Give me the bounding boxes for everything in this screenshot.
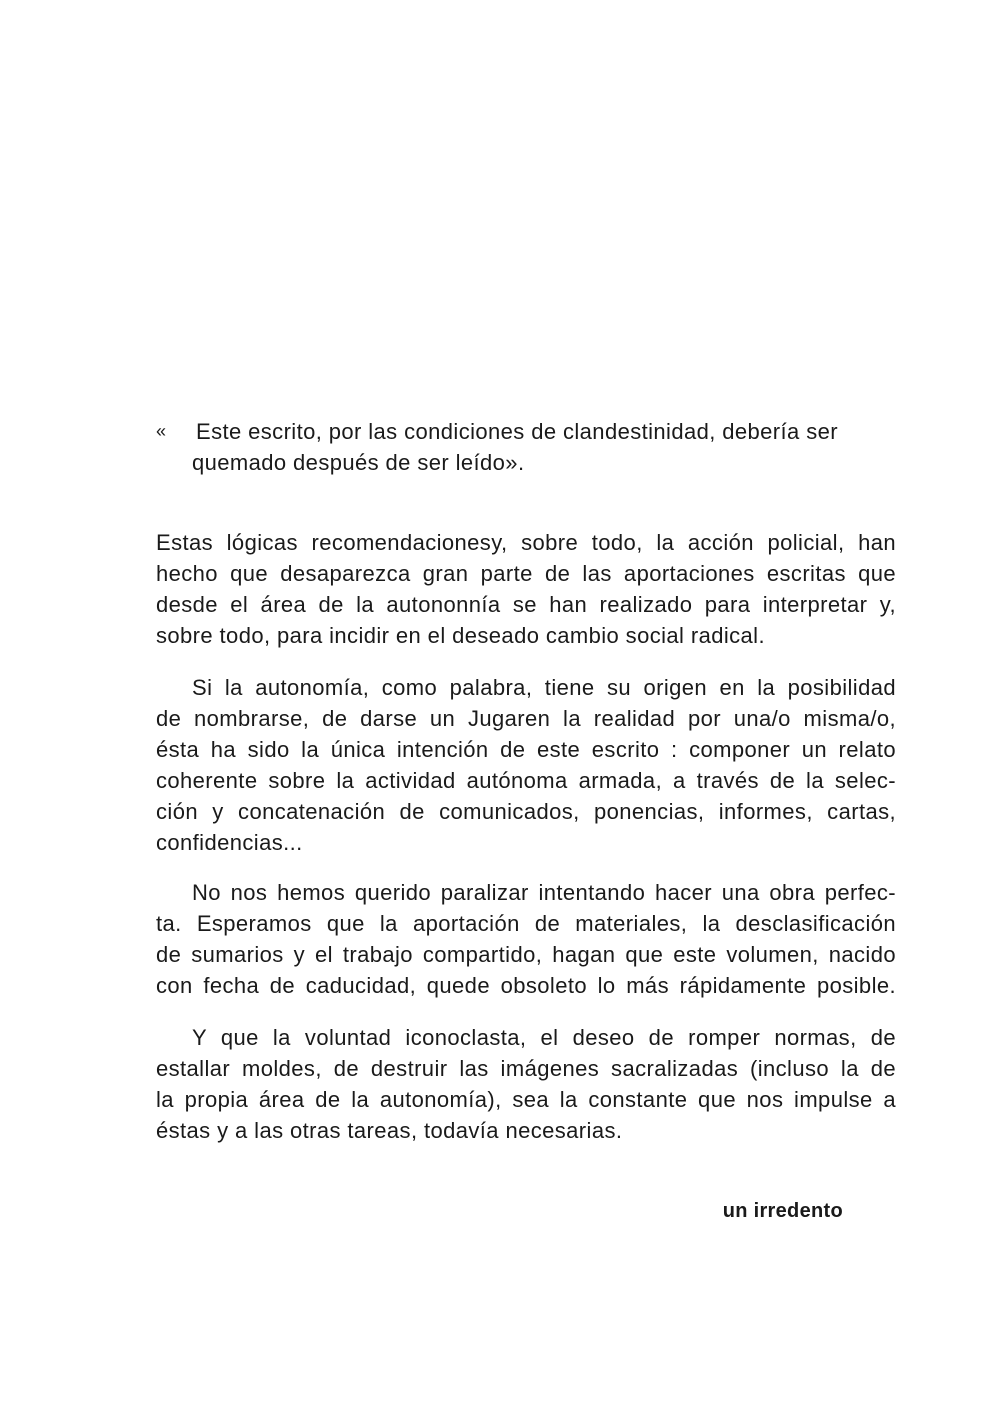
paragraph-line: la propia área de la autonomía), sea la constante que nos impulse a bbox=[156, 1087, 896, 1112]
paragraph-line: ésta ha sido la única intención de este escrito : componer un relato bbox=[156, 737, 896, 762]
paragraph-line: con fecha de caducidad, quede obsoleto lo más rápidamente posible. bbox=[156, 973, 896, 998]
paragraph-line: Si la autonomía, como palabra, tiene su origen en la posibilidad bbox=[192, 675, 896, 700]
paragraph-line: Y que la voluntad iconoclasta, el deseo de romper normas, de bbox=[192, 1025, 896, 1050]
paragraph-line: sobre todo, para incidir en el deseado cambio social radical. bbox=[156, 623, 765, 648]
paragraph-line: desde el área de la autononnía se han realizado para interpretar y, bbox=[156, 592, 896, 617]
paragraph-line: Estas lógicas recomendacionesy, sobre todo, la acción policial, han bbox=[156, 530, 896, 555]
paragraph-2 bbox=[156, 672, 896, 858]
epigraph-text bbox=[192, 416, 896, 478]
paragraph-line: estallar moldes, de destruir las imágenes sacralizadas (incluso la de bbox=[156, 1056, 896, 1081]
paragraph-line: ta. Esperamos que la aportación de materiales, la desclasificación bbox=[156, 911, 896, 936]
paragraph-line: de nombrarse, de darse un Jugaren la realidad por una/o misma/o, bbox=[156, 706, 896, 731]
paragraph-line: hecho que desaparezca gran parte de las aportaciones escritas que bbox=[156, 561, 896, 586]
paragraph-1 bbox=[156, 527, 896, 651]
epigraph-line: Este escrito, por las condiciones de clandestinidad, debería ser bbox=[196, 419, 838, 444]
paragraph-4 bbox=[156, 1022, 896, 1146]
epigraph-line: quemado después de ser leído». bbox=[192, 450, 525, 475]
paragraph-3 bbox=[156, 877, 896, 1001]
paragraph-line: No nos hemos querido paralizar intentando hacer una obra perfec- bbox=[192, 880, 896, 905]
epigraph-quote bbox=[156, 416, 896, 478]
signature: un irredento bbox=[722, 1200, 843, 1222]
paragraph-line: coherente sobre la actividad autónoma armada, a través de la selec- bbox=[156, 768, 896, 793]
opening-quote-mark: « bbox=[156, 421, 167, 441]
paragraph-line: de sumarios y el trabajo compartido, hagan que este volumen, nacido bbox=[156, 942, 896, 967]
paragraph-line: ción y concatenación de comunicados, ponencias, informes, cartas, bbox=[156, 799, 896, 824]
paragraph-line: confidencias... bbox=[156, 830, 303, 855]
paragraph-line: éstas y a las otras tareas, todavía necesarias. bbox=[156, 1118, 623, 1143]
